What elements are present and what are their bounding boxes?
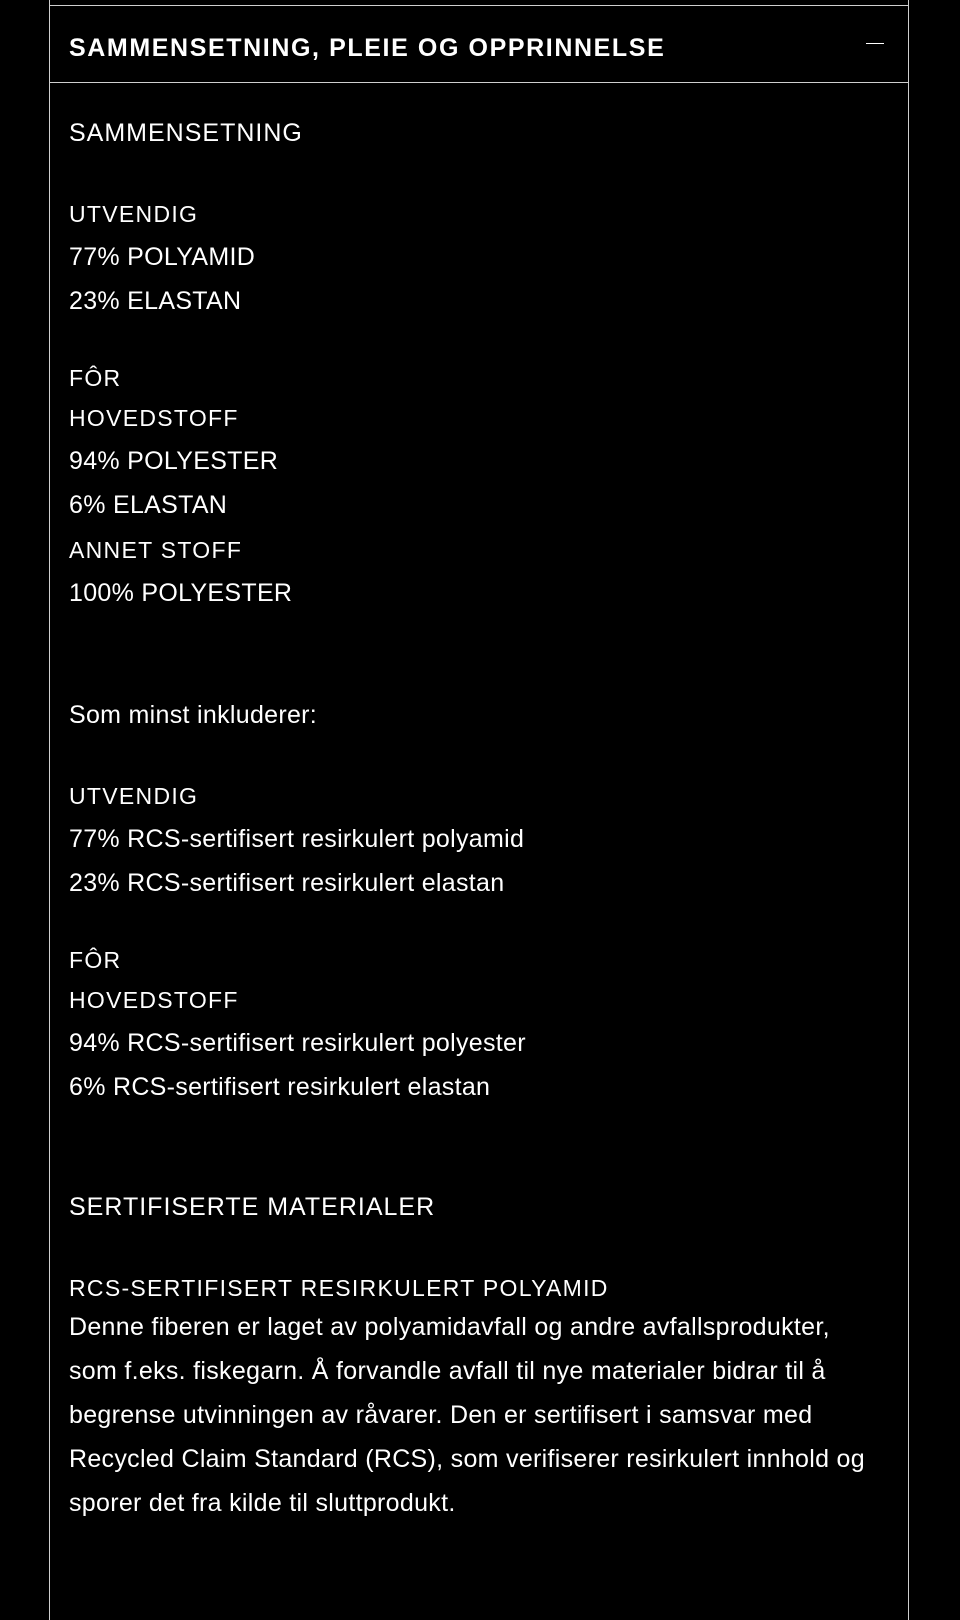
accordion-title[interactable]: SAMMENSETNING, PLEIE OG OPPRINNELSE [69,34,666,62]
main-fabric-item-polyester: 94% POLYESTER [69,447,279,475]
outer-item-elastane: 23% ELASTAN [69,287,242,315]
outer-label: UTVENDIG [69,201,199,227]
minimum-outer-label: UTVENDIG [69,783,199,809]
certified-material-label: RCS-SERTIFISERT RESIRKULERT POLYAMID [69,1275,609,1301]
main-fabric-item-elastane: 6% ELASTAN [69,491,228,519]
composition-care-origin-panel [49,0,909,1620]
minimum-outer-item-elastane: 23% RCS-sertifisert resirkulert elastan [69,869,505,897]
minimum-outer-item-polyamide: 77% RCS-sertifisert resirkulert polyamid [69,825,525,853]
lining-label: FÔR [69,365,122,391]
certified-material-description: Denne fiberen er laget av polyamidavfall og andre avfallsprodukter, som f.eks. fiskegarn. Å forvandle avfall til nye materialer bidrar til å begrense utvinningen av råvarer. Den er sertifisert i samsvar med Recycled Claim Standard (RCS), som verifiserer resirkulert innhold og sporer det fra kilde til sluttprodukt. [69,1313,865,1517]
composition-title: SAMMENSETNING [69,119,303,147]
minimum-main-fabric-item-elastane: 6% RCS-sertifisert resirkulert elastan [69,1073,491,1101]
minimum-main-fabric-item-polyester: 94% RCS-sertifisert resirkulert polyester [69,1029,526,1057]
minimum-main-fabric-label: HOVEDSTOFF [69,987,239,1013]
minimum-lining-label: FÔR [69,947,122,973]
minus-icon[interactable] [866,43,884,44]
accordion-header[interactable] [50,6,908,83]
other-fabric-item-polyester: 100% POLYESTER [69,579,293,607]
minimum-includes-intro: Som minst inkluderer: [69,701,318,729]
other-fabric-label: ANNET STOFF [69,537,243,563]
certified-materials-title: SERTIFISERTE MATERIALER [69,1193,436,1221]
outer-item-polyamide: 77% POLYAMID [69,243,256,271]
main-fabric-label: HOVEDSTOFF [69,405,239,431]
